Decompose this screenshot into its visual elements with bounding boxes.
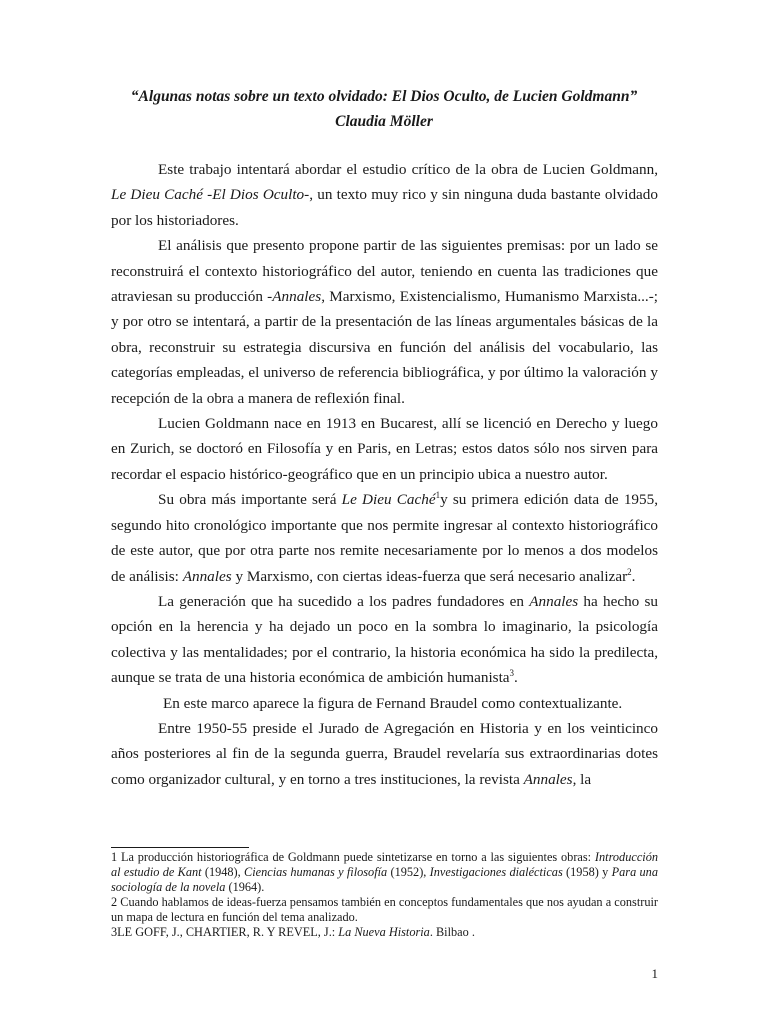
footnote-separator <box>111 847 249 848</box>
italic-text: Ciencias humanas y filosofía <box>244 865 388 879</box>
text-run: y Marxismo, con ciertas ideas-fuerza que será necesario analizar <box>231 567 628 585</box>
footnote-ref: 3 <box>509 668 515 679</box>
paragraph <box>111 589 658 691</box>
footnote-ref: 1 <box>435 490 441 501</box>
text-run: La generación que ha sucedido a los padres fundadores en <box>158 592 530 610</box>
text-run: . <box>514 669 518 687</box>
text-run: , un texto muy rico y sin ninguna duda bastante olvidado por los historiadores. <box>111 186 658 229</box>
footnote-ref: 2 <box>627 566 632 577</box>
text-run: Lucien Goldmann nace en 1913 en Bucarest, allí se licenció en Derecho y luego en Zurich, se doctoró en Filosofía y en Paris, en Letras; estos datos sólo nos sirven para recordar el espacio histórico-geográfico que en un principio ubica a nuestro autor. <box>111 415 658 483</box>
document-title: “Algunas notas sobre un texto olvidado: El Dios Oculto, de Lucien Goldmann” <box>130 88 638 105</box>
italic-text: Annales <box>182 567 232 585</box>
italic-text: Para una sociología de la novela <box>111 865 658 894</box>
text-run: y su primera edición data de 1955, segundo hito cronológico importante que nos permite ingresar al contexto historiográfico de este autor, que por otra parte nos remite necesariamente por lo menos a dos modelos de análisis: <box>111 491 659 585</box>
italic-text: Annales <box>523 770 573 788</box>
paragraph <box>111 411 658 487</box>
text-run: . <box>631 567 636 585</box>
text-run: (1958) y <box>562 865 612 879</box>
text-run: 2 Cuando hablamos de ideas-fuerza pensamos también en conceptos fundamentales que nos ayudan a construir un mapa de lectura en función del tema analizado. <box>111 895 658 924</box>
text-run: El análisis que presento propone partir de las siguientes premisas: por un lado se reconstruirá el contexto historiográfico del autor, teniendo en cuenta las tradiciones que atraviesan su producción - <box>111 237 658 306</box>
body-text <box>111 157 658 792</box>
footnote <box>111 925 658 940</box>
italic-text: Le Dieu Caché <box>341 491 436 509</box>
page-number: 1 <box>651 966 658 981</box>
paragraph <box>111 157 658 233</box>
italic-text: Annales <box>272 288 322 306</box>
footnote <box>111 850 658 895</box>
text-run: (1952), <box>387 865 430 879</box>
text-run: (1964). <box>225 880 265 894</box>
italic-text: Le Dieu Caché -El Dios Oculto- <box>111 186 310 204</box>
italic-text: Annales <box>529 592 579 610</box>
paragraph <box>111 233 658 411</box>
text-run: 1 La producción historiográfica de Goldmann puede sintetizarse en torno a las siguientes obras: <box>111 850 595 864</box>
text-run: Su obra más importante será <box>158 491 342 509</box>
italic-text: Introducción al estudio de Kant <box>111 850 658 879</box>
paragraph <box>111 487 658 589</box>
text-run: ha hecho su opción en la herencia y ha dejado un poco en la sombra lo imaginario, la psicología colectiva y las mentalidades; por el contrario, la historia económica ha sido la predilecta, aunque se trata de una historia económica de ambición humanista <box>111 592 659 687</box>
text-run: (1948), <box>201 865 245 879</box>
italic-text: La Nueva Historia <box>338 925 430 939</box>
footnote <box>111 895 658 925</box>
text-run: Este trabajo intentará abordar el estudio crítico de la obra de Lucien Goldmann, <box>158 161 658 178</box>
italic-text: Investigaciones dialécticas <box>429 865 563 879</box>
footnotes <box>111 850 658 940</box>
paragraph <box>111 716 658 792</box>
text-run: 3LE GOFF, J., CHARTIER, R. Y REVEL, J.: <box>111 925 339 939</box>
text-run: En este marco aparece la figura de Fernand Braudel como contextualizante. <box>163 694 623 712</box>
text-run: . Bilbao . <box>429 925 475 939</box>
text-run: , la <box>572 770 592 788</box>
document-author: Claudia Möller <box>335 113 433 130</box>
text-run: Entre 1950-55 preside el Jurado de Agregación en Historia y en los veinticinco años posteriores al fin de la segunda guerra, Braudel revelaría sus extraordinarias dotes como organizador cultural, y en torno a tres instituciones, la revista <box>111 719 658 788</box>
paragraph <box>111 691 658 716</box>
text-run: , Marxismo, Existencialismo, Humanismo Marxista...-; y por otro se intentará, a partir de la presentación de las líneas argumentales básicas de la obra, reconstruir su estrategia discursiva en función del análisis del vocabulario, las categorías empleadas, el universo de referencia bibliográfica, y por último la valoración y recepción de la obra a manera de reflexión final. <box>111 288 658 407</box>
